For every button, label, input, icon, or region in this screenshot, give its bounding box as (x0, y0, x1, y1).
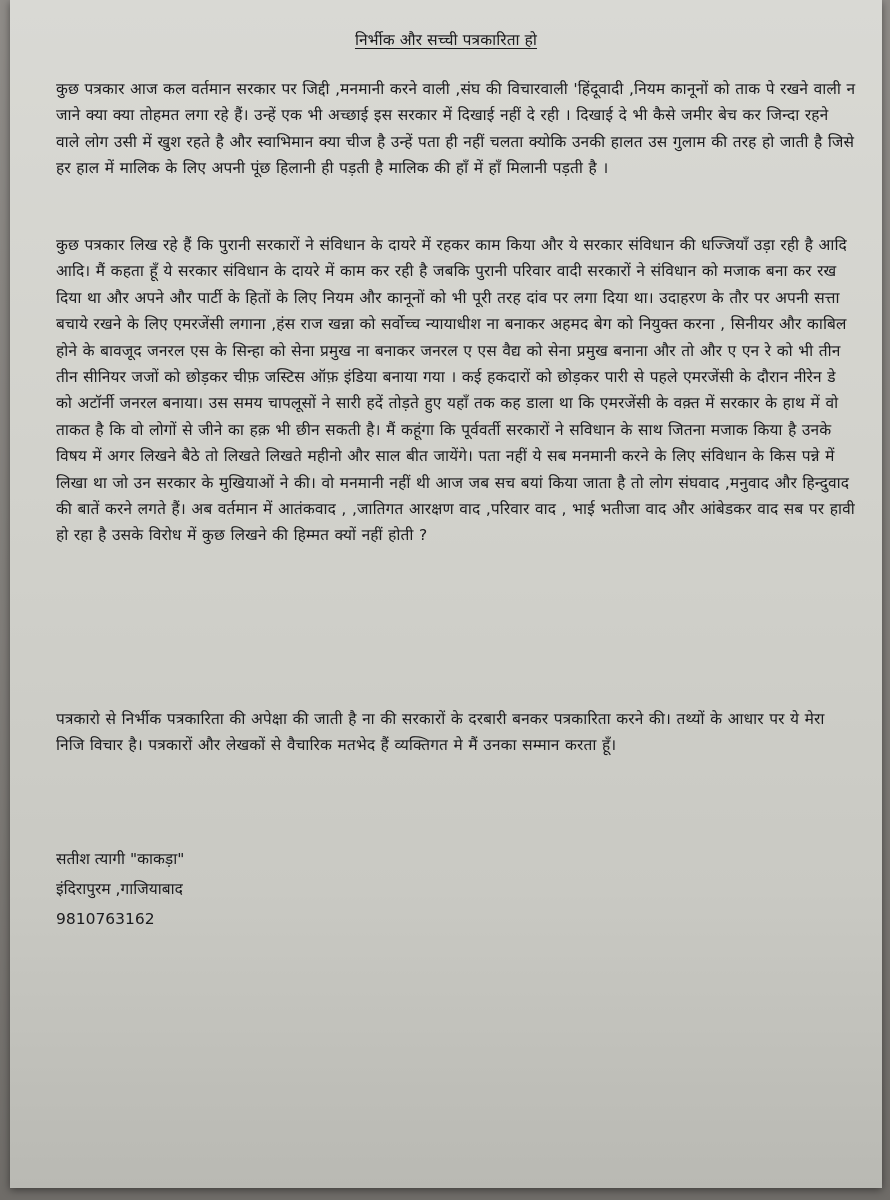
author-name: सतीश त्यागी "काकड़ा" (56, 850, 185, 868)
paragraph-1: कुछ पत्रकार आज कल वर्तमान सरकार पर जिद्दी ,मनमानी करने वाली ,संघ की विचारवाली 'हिंदूवादी ,नियम कानूनों को ताक पे रखने वाली न जाने क्या क्या तोहमत लगा रहे हैं। उन्हें एक भी अच्छाई इस सरकार में दिखाई नहीं दे रही । दिखाई दे भी कैसे जमीर बेच कर जिन्दा रहने वाले लोग उसी में खुश रहते है और स्वाभिमान क्या चीज है उन्हें पता ही नहीं चलता क्योकि उनकी हालत उस गुलाम की तरह हो जाती है जिसे हर हाल में मालिक के लिए अपनी पूंछ हिलानी ही पड़ती है मालिक की हाँ में हाँ मिलानी पड़ती है । (56, 80, 856, 178)
document-title: निर्भीक और सच्ची पत्रकारिता हो (354, 31, 538, 49)
author-phone: 9810763162 (56, 910, 155, 928)
author-address: इंदिरापुरम ,गाजियाबाद (56, 880, 183, 898)
paragraph-2: कुछ पत्रकार लिख रहे हैं कि पुरानी सरकारों ने संविधान के दायरे में रहकर काम किया और ये सरकार संविधान की धज्जियाँ उड़ा रही है आदि आदि। मैं कहता हूँ ये सरकार संविधान के दायरे में काम कर रही है जबकि पुरानी परिवार वादी सरकारों ने संविधान को मजाक बना कर रख दिया था और अपने और पार्टी के हितों के लिए नियम और कानूनों को भी पूरी तरह दांव पर लगा दिया था। उदाहरण के तौर पर अपनी सत्ता बचाये रखने के लिए एमरजेंसी लगाना ,हंस राज खन्ना को सर्वोच्च न्यायाधीश ना बनाकर अहमद बेग को नियुक्त करना , सिनीयर और काबिल होने के बावजूद जनरल एस के सिन्हा को सेना प्रमुख ना बनाकर जनरल ए एस वैद्य को सेना प्रमुख बनाना और तो और ए एन रे को भी तीन तीन सीनियर जजों को छोड़कर चीफ़ जस्टिस ऑफ़ इंडिया बनाया गया । कई हकदारों को छोड़कर पारी से पहले एमरजेंसी के दौरान नीरेन डे को अटॉर्नी जनरल बनाया। उस समय चापलूसों ने सारी हदें तोड़ते हुए यहाँ तक कह डाला था कि एमरजेंसी के वक़्त में सरकार के हाथ में वो ताकत है कि वो लोगों से जीने का हक़ भी छीन सकती है। मैं कहूंगा कि पूर्ववर्ती सरकारों ने सविधान के साथ जितना मजाक किया है उनके विषय में अगर लिखने बैठे तो लिखते लिखते महीनो और साल बीत जायेंगे। पता नहीं ये सब मनमानी करने के लिए संविधान के किस पन्ने में लिखा था जो उन सरकार के मुखियाओं ने की। वो मनमानी नहीं थी आज जब सच बयां किया जाता है तो लोग संघवाद ,मनुवाद और हिन्दुवाद की बातें करने लगते हैं। अब वर्तमान में आतंकवाद , ,जातिगत आरक्षण वाद ,परिवार वाद , भाई भतीजा वाद और आंबेडकर वाद सब पर हावी हो रहा है उसके विरोध में कुछ लिखने की हिम्मत क्यों नहीं होती ? (56, 236, 855, 545)
paper-sheet (10, 0, 882, 1188)
signature-block (56, 844, 184, 934)
paragraph-3: पत्रकारो से निर्भीक पत्रकारिता की अपेक्षा की जाती है ना की सरकारों के दरबारी बनकर पत्रकारिता करने की। तथ्यों के आधार पर ये मेरा निजि विचार है। पत्रकारों और लेखकों से वैचारिक मतभेद हैं व्यक्तिगत मे मैं उनका सम्मान करता हूँ। (56, 710, 825, 755)
